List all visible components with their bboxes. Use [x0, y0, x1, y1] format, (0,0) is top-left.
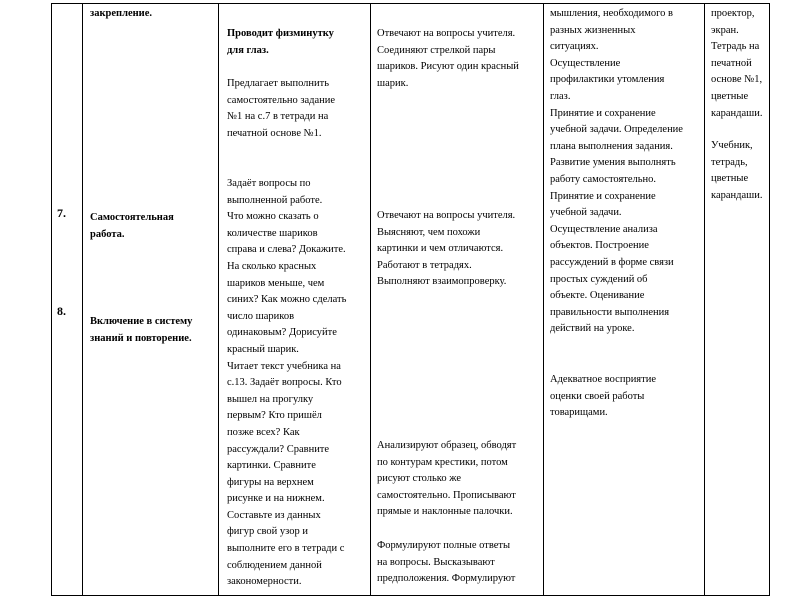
teacher-activity-column — [220, 4, 369, 595]
number-column — [52, 4, 82, 595]
students-activity-column — [372, 4, 542, 595]
stage-independent-work: Самостоятельная работа. — [90, 212, 174, 240]
teacher-text-block: Проводит физминутку для глаз. — [227, 28, 334, 56]
stage-knowledge-integration: Включение в систему знаний и повторение. — [90, 316, 193, 344]
equipment-column — [706, 4, 769, 595]
equipment-text-block: Учебник, тетрадь, цветные карандаши. — [711, 140, 763, 201]
column-divider — [82, 4, 83, 595]
row-number-8: 8. — [57, 304, 66, 318]
students-text-block: Формулируют полные ответы на вопросы. Высказывают предположения. Формулируют — [377, 540, 516, 585]
column-divider — [543, 4, 544, 595]
uud-text-block: мышления, необходимого в разных жизненных ситуациях. Осуществление профилактики утомления глаз. Принятие и сохранение учебной задачи. Определение плана выполнения задания. Развитие умения выполнять работу самостоятельно. Принятие и сохранение учебной задачи. Осуществление анализа объектов. Построение рассуждений в форме связи простых суждений об объекте. Оценивание правильности выполнения действий на уроке. — [550, 8, 683, 335]
learning-actions-column — [545, 4, 703, 595]
column-divider — [218, 4, 219, 595]
students-text-block: Анализируют образец, обводят по контурам крестики, потом рисуют столько же самостоятельно. Прописывают прямые и наклонные палочки. — [377, 440, 517, 518]
teacher-text-block: Задаёт вопросы по выполненной работе. Что можно сказать о количестве шариков справа и слева? Докажите. На сколько красных шариков меньше, чем синих? Как можно сделать число шариков одинаковым? Дорисуйте красный шарик. Читает текст учебника на с.13. Задаёт вопросы. Кто вышел на прогулку первым? Кто пришёл позже всех? Как рассуждали? Сравните картинки. Сравните фигуры на верхнем рисунке и на нижнем. Составьте из данных фигур свой узор и выполните его в тетради с соблюдением данной закономерности. — [227, 178, 347, 588]
uud-text-block: Адекватное восприятие оценки своей работы товарищами. — [550, 374, 657, 419]
row-number-7: 7. — [57, 206, 66, 220]
stage-previous: закрепление. — [90, 8, 153, 19]
students-text-block: Отвечают на вопросы учителя. Выясняют, чем похожи картинки и чем отличаются. Работают в тетрадях. Выполняют взаимопроверку. — [377, 210, 516, 288]
equipment-text-block: проектор, экран. Тетрадь на печатной основе №1, цветные карандаши. — [711, 8, 763, 119]
column-divider — [704, 4, 705, 595]
column-divider — [370, 4, 371, 595]
teacher-text-block: Предлагает выполнить самостоятельно задание №1 на с.7 в тетради на печатной основе №1. — [227, 78, 336, 139]
stage-column — [84, 4, 217, 595]
students-text-block: Отвечают на вопросы учителя. Соединяют стрелкой пары шариков. Рисуют один красный шарик. — [377, 28, 519, 89]
lesson-plan-table — [51, 3, 770, 596]
